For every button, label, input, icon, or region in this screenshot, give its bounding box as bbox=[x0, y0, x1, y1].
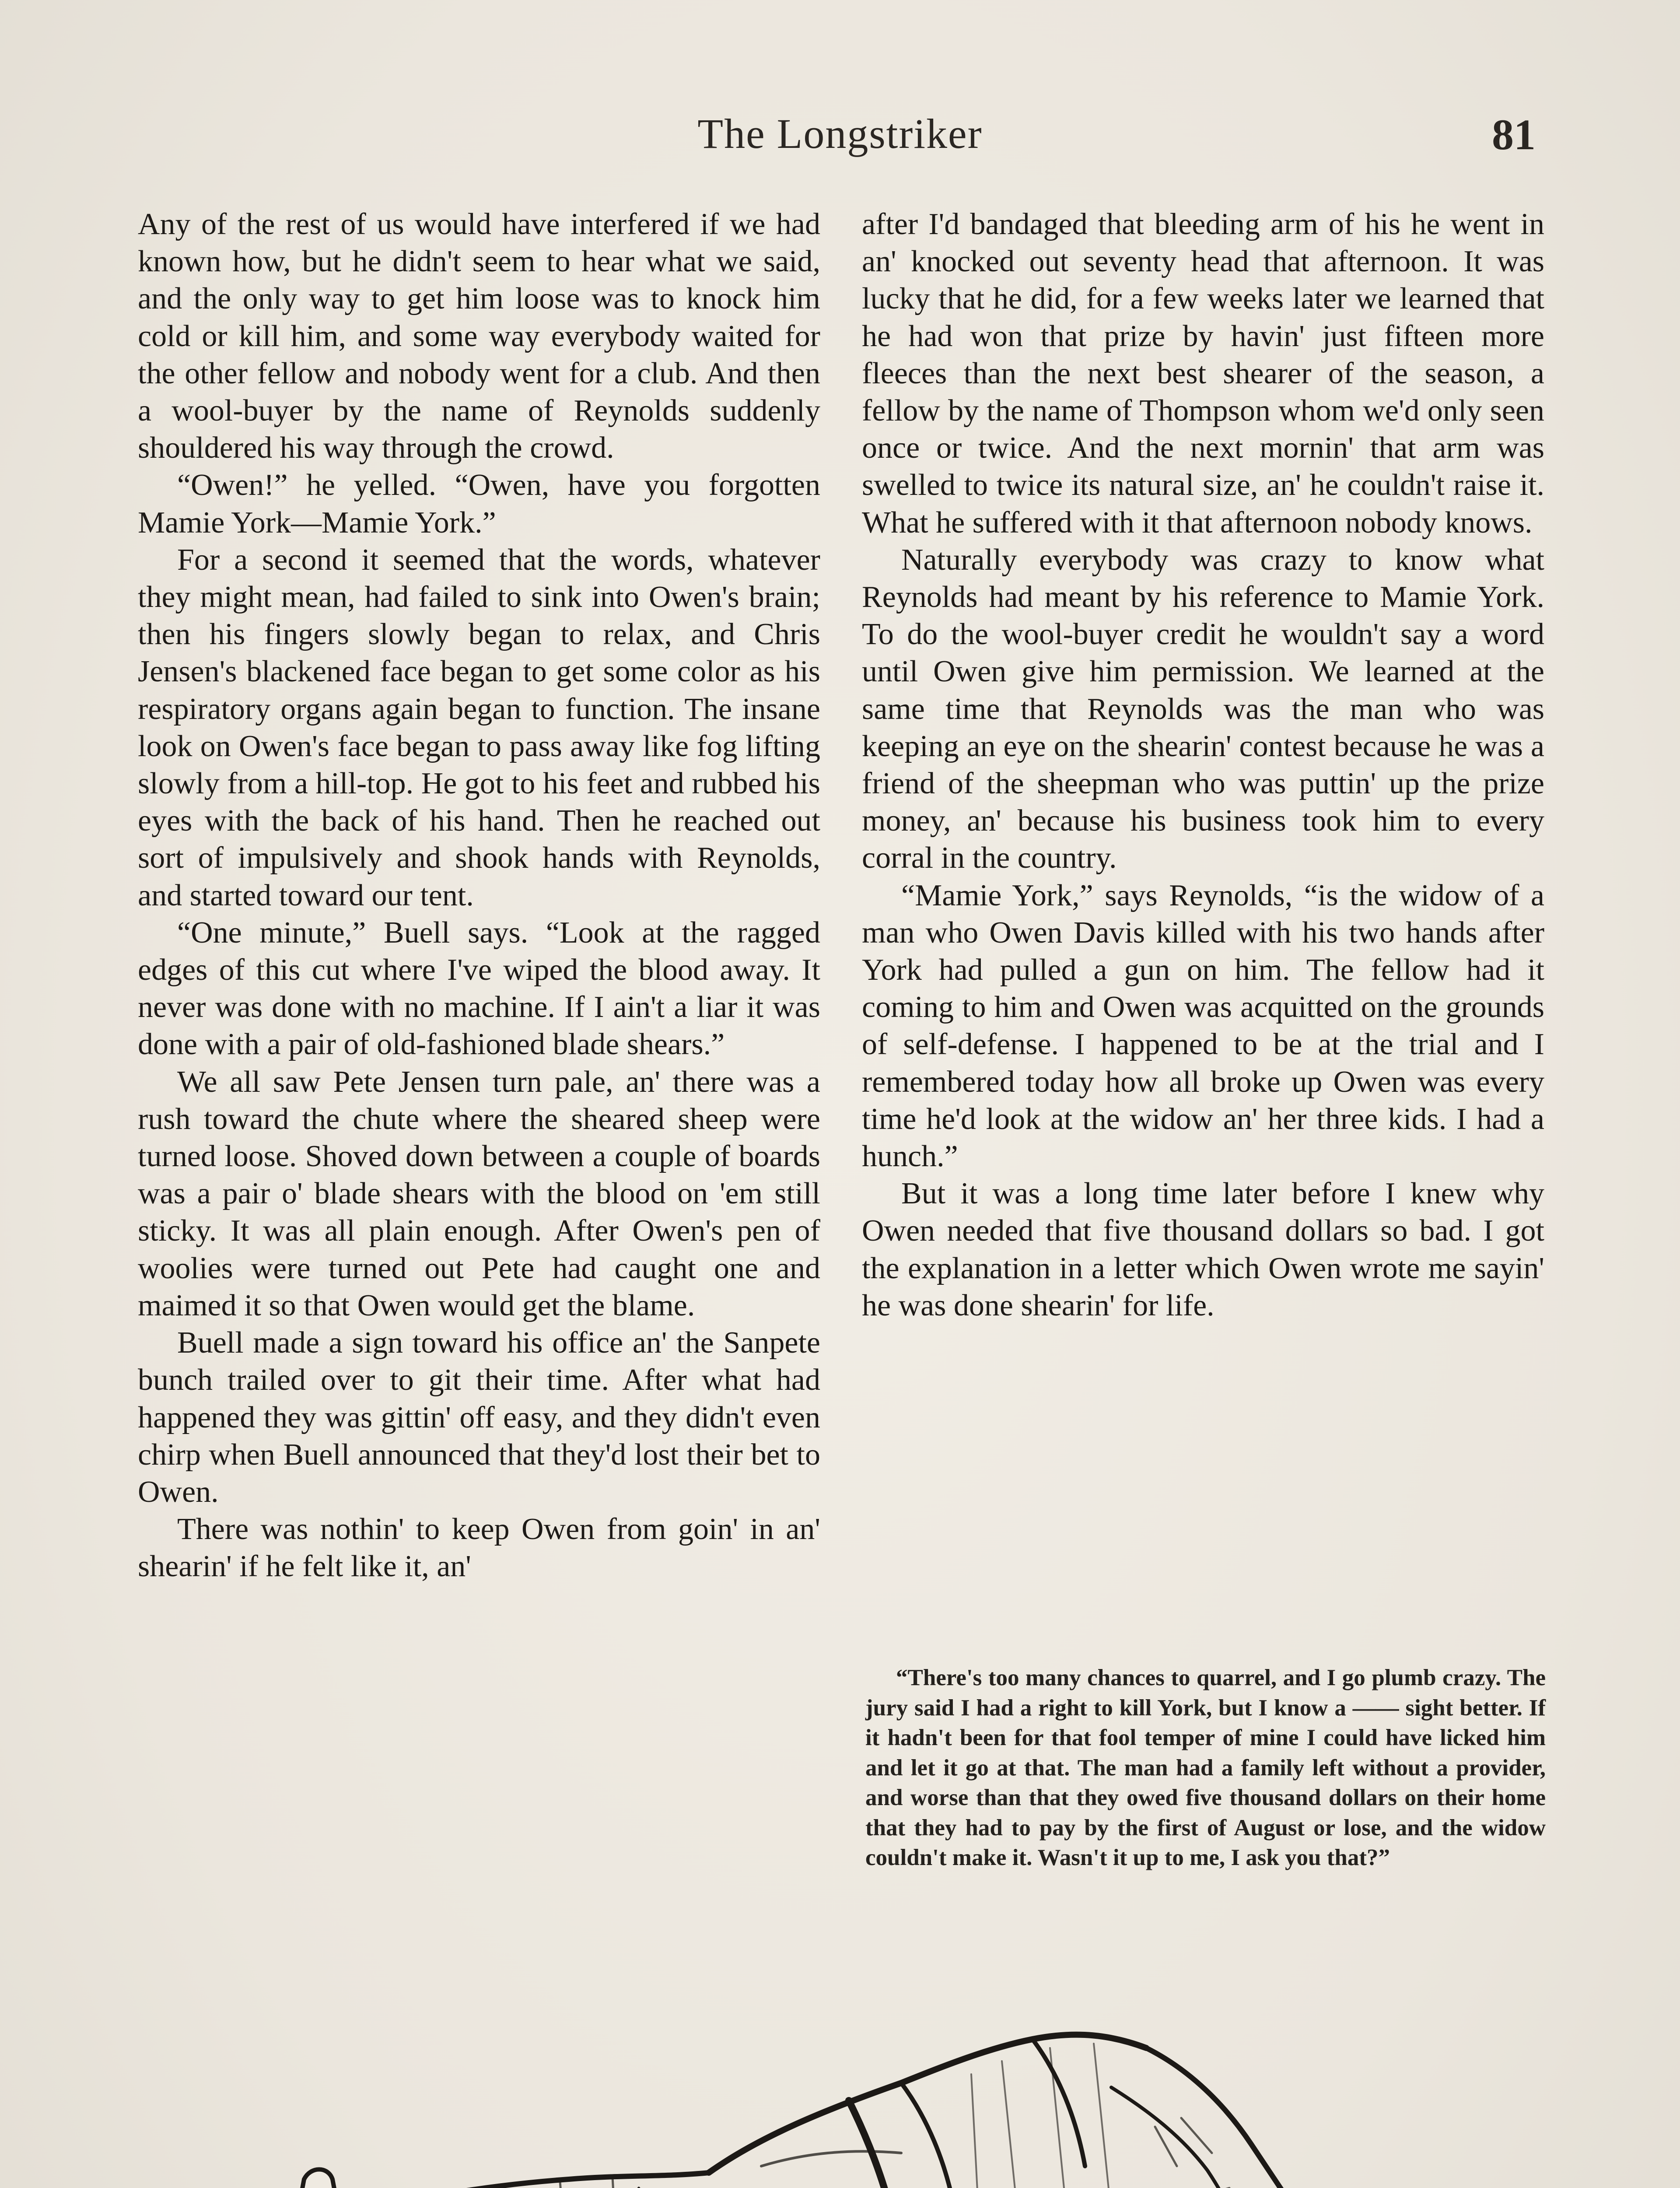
paragraph: “Owen!” he yelled. “Owen, have you forgotten Mamie York—Mamie York.” bbox=[138, 468, 820, 540]
letter-excerpt-text: “There's too many chances to quarrel, and I go plumb crazy. The jury said I had a right to kill York, but I know a —— sight better. If it hadn't been for that fool temper of mine I could have licked him and let it go at that. The man had a family left without a provider, and worse than that they owed five thousand dollars on their home that they had to pay by the first of August or lose, and the widow couldn't make it. Wasn't it up to me, I ask you that?” bbox=[865, 1665, 1546, 1870]
paragraph: For a second it seemed that the words, whatever they might mean, had failed to sink into Owen's brain; then his fingers slowly began to relax, and Chris Jensen's blackened face began to get some color as his respiratory organs again began to function. The insane look on Owen's face began to pass away like fog lifting slowly from a hill-top. He got to his feet and rubbed his eyes with the back of his hand. Then he reached out sort of impulsively and shook hands with Reynolds, and started toward our tent. bbox=[138, 543, 820, 912]
paragraph: “One minute,” Buell says. “Look at the ragged edges of this cut where I've wiped the blood away. It never was done with no machine. If I ain't a liar it was done with a pair of old-fashioned blade shears.” bbox=[138, 915, 820, 1062]
left-column bbox=[138, 206, 820, 1585]
letter-excerpt bbox=[865, 1663, 1546, 1873]
right-column bbox=[862, 206, 1544, 1324]
fallen-man-illustration bbox=[280, 2022, 1579, 2188]
paragraph: Naturally everybody was crazy to know what Reynolds had meant by his reference to Mamie York. To do the wool-buyer credit he wouldn't say a word until Owen give him permission. We learned at the same time that Reynolds was the man who was keeping an eye on the shearin' contest because he was a friend of the sheepman who was puttin' up the prize money, an' because his business took him to every corral in the country. bbox=[862, 543, 1544, 875]
paragraph: after I'd bandaged that bleeding arm of his he went in an' knocked out seventy head that afternoon. It was lucky that he did, for a few weeks later we learned that he had won that prize by havin' just fifteen more fleeces than the next best shearer of the season, a fellow by the name of Thompson whom we'd only seen once or twice. And the next mornin' that arm was swelled to twice its natural size, an' he couldn't raise it. What he suffered with it that afternoon nobody knows. bbox=[862, 207, 1544, 540]
page-number: 81 bbox=[1492, 110, 1536, 159]
paragraph: But it was a long time later before I knew why Owen needed that five thousand dollars so bad. I got the explanation in a letter which Owen wrote me sayin' he was done shearin' for life. bbox=[862, 1177, 1544, 1322]
running-title: The Longstriker bbox=[697, 110, 983, 157]
paragraph: “Mamie York,” says Reynolds, “is the widow of a man who Owen Davis killed with his two hands after York had pulled a gun on him. The fellow had it coming to him and Owen was acquitted on the grounds of self-defense. I happened to be at the trial and I remembered today how all broke up Owen was every time he'd look at the widow an' her three kids. I had a hunch.” bbox=[862, 878, 1544, 1174]
paragraph: Any of the rest of us would have interfered if we had known how, but he didn't seem to hear what we said, and the only way to get him loose was to knock him cold or kill him, and some way everybody waited for the other fellow and nobody went for a club. And then a wool-buyer by the name of Reynolds suddenly shouldered his way through the crowd. bbox=[138, 207, 820, 465]
paragraph: Buell made a sign toward his office an' the Sanpete bunch trailed over to git their time. After what had happened they was gittin' off easy, and they didn't even chirp when Buell announced that they'd lost their bet to Owen. bbox=[138, 1326, 820, 1509]
paragraph: We all saw Pete Jensen turn pale, an' there was a rush toward the chute where the sheared sheep were turned loose. Shoved down between a couple of boards was a pair o' blade shears with the blood on 'em still sticky. It was all plain enough. After Owen's pen of woolies were turned out Pete had caught one and maimed it so that Owen would get the blame. bbox=[138, 1065, 820, 1322]
paragraph: There was nothin' to keep Owen from goin' in an' shearin' if he felt like it, an' bbox=[138, 1512, 820, 1584]
